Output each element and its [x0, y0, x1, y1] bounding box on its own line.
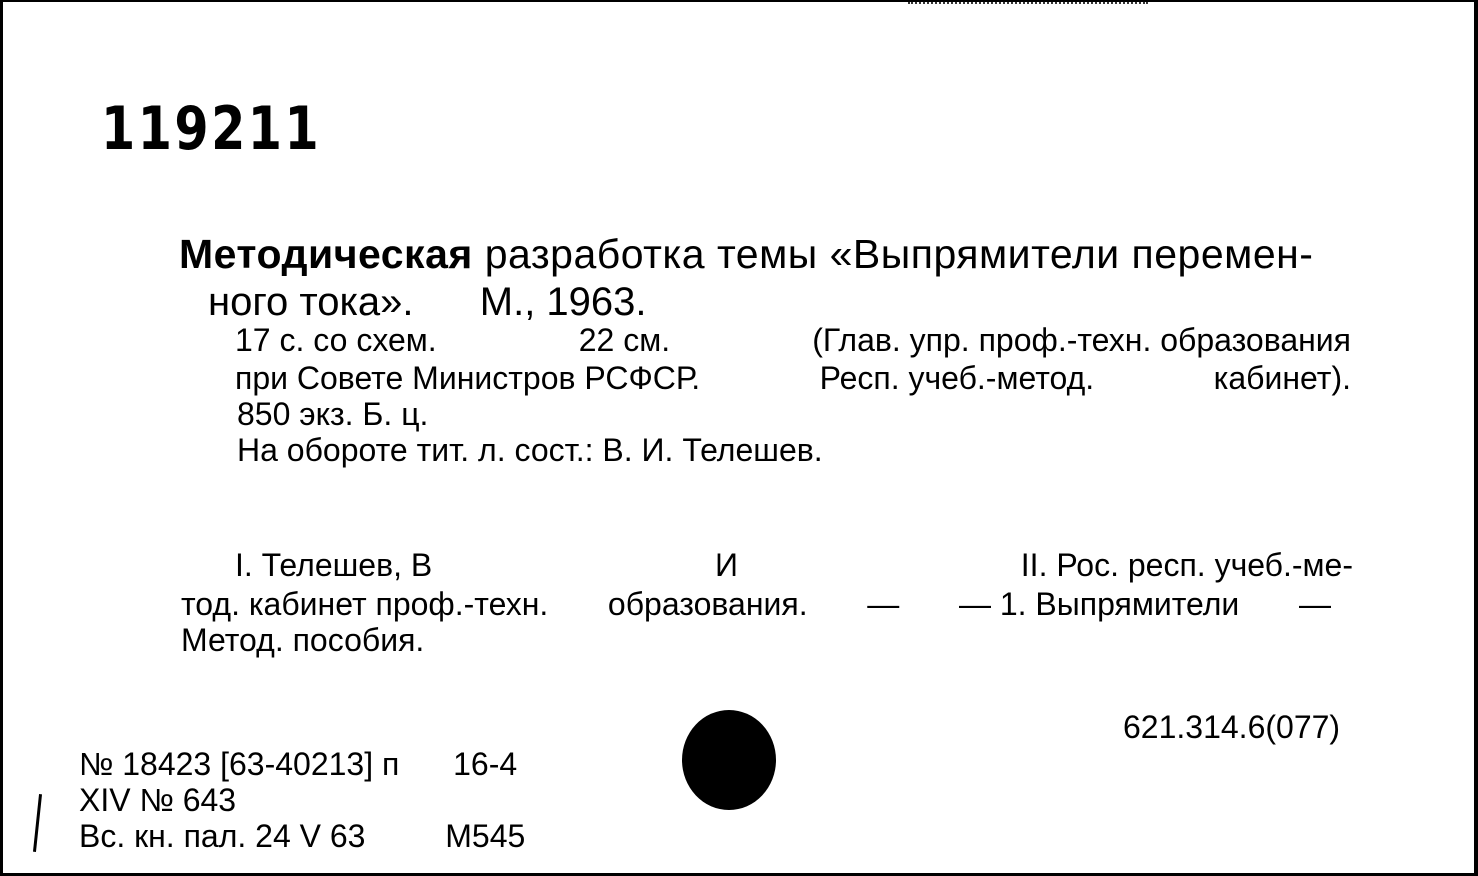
udc-number: 621.314.6(077)	[1123, 709, 1341, 745]
title-line2-a: ного тока».	[208, 280, 414, 324]
desc-publisher-a: (Глав. упр. проф.-техн. образования	[812, 322, 1351, 358]
desc-size: 22 см.	[578, 322, 671, 358]
tracing-1a: I. Телешев, В	[235, 547, 433, 583]
desc-pages: 17 с. со схем.	[235, 322, 437, 358]
tracing-1c: II. Рос. респ. учеб.-ме-	[1020, 547, 1353, 583]
desc-line-4: На обороте тит. л. сост.: В. И. Телешев.	[237, 432, 823, 468]
punch-hole	[682, 710, 776, 810]
tracing-2b: образования.	[607, 586, 808, 622]
desc-publisher-b: при Совете Министров РСФСР.	[235, 360, 701, 396]
margin-mark	[33, 794, 42, 852]
desc-line-1	[235, 324, 1351, 356]
tracing-line-1	[235, 549, 1353, 581]
print-line-1	[79, 748, 517, 780]
title-line-1	[179, 231, 1314, 277]
tracing-2e: —	[1298, 586, 1331, 622]
tracing-2a: тод. кабинет проф.-техн.	[181, 586, 549, 622]
desc-line-2	[235, 362, 1351, 394]
title-line2-b: М., 1963.	[479, 280, 647, 324]
tracing-2d: — 1. Выпрямители	[958, 586, 1240, 622]
print-chamber: Вс. кн. пал. 24 V 63	[79, 818, 366, 854]
tracing-1b: И	[715, 547, 738, 583]
print-id: М545	[445, 818, 526, 854]
title-line-2	[208, 282, 647, 322]
handwritten-number: 119211	[101, 94, 322, 164]
print-line-3	[79, 820, 525, 852]
title-rest: разработка темы «Выпрямители перемен-	[484, 231, 1314, 277]
tracing-2c: —	[867, 586, 900, 622]
tracing-line-3: Метод. пособия.	[181, 622, 425, 658]
tracing-line-2	[181, 588, 1331, 620]
print-code: 16-4	[453, 746, 518, 782]
desc-publisher-d: кабинет).	[1213, 360, 1351, 396]
desc-publisher-c: Респ. учеб.-метод.	[819, 360, 1095, 396]
print-line-2: XIV № 643	[79, 782, 237, 818]
top-edge-mark	[908, 2, 1148, 8]
title-bold: Методическая	[179, 231, 473, 277]
desc-line-3: 850 экз. Б. ц.	[237, 396, 429, 432]
print-order: № 18423 [63-40213] п	[79, 746, 400, 782]
